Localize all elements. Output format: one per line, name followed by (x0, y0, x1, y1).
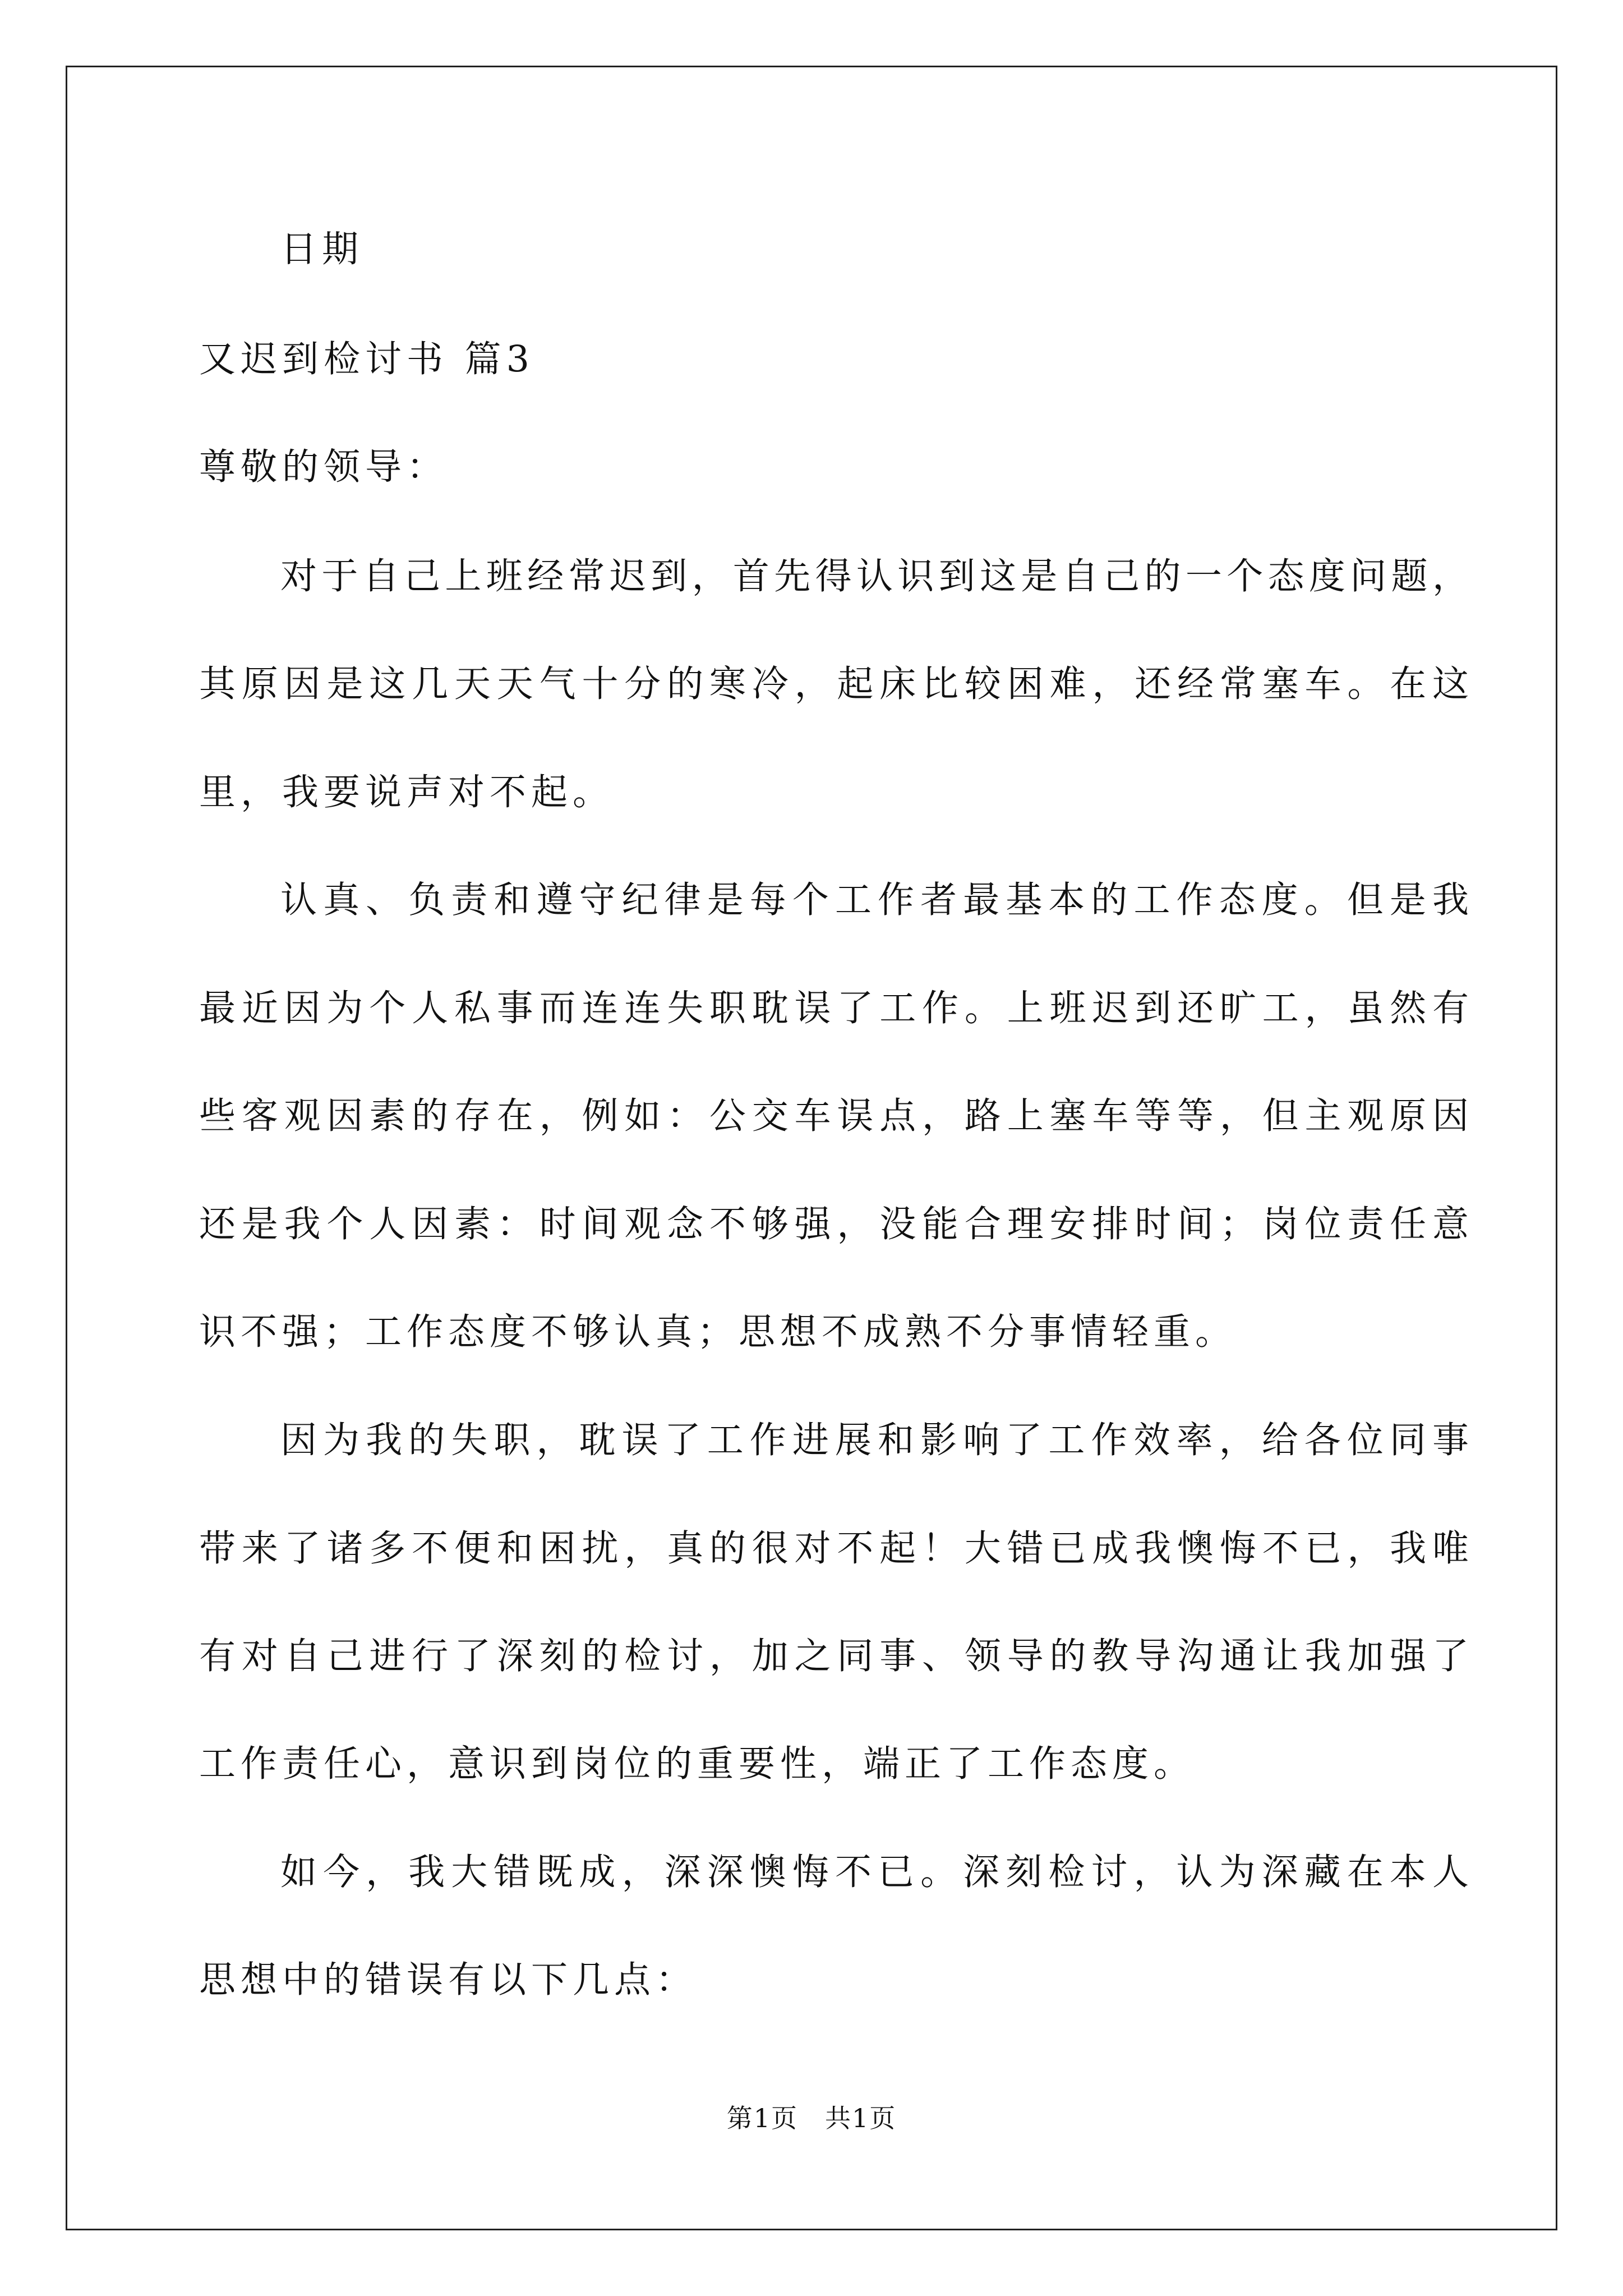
page-footer: 第1页 共1页 (726, 2103, 897, 2133)
paragraph-1-line-2: 其原因是这几天天气十分的寒冷，起床比较困难，还经常塞车。在这 (199, 663, 1472, 705)
paragraph-2-line-1: 认真、负责和遵守纪律是每个工作者最基本的工作态度。但是我 (280, 879, 1472, 921)
paragraph-1-line-3: 里，我要说声对不起。 (199, 771, 615, 813)
paragraph-4-line-1: 如今，我大错既成，深深懊悔不已。深刻检讨，认为深藏在本人 (280, 1851, 1472, 1893)
paragraph-4-line-2: 思想中的错误有以下几点： (199, 1959, 698, 2001)
date-label: 日期 (280, 228, 364, 270)
paragraph-2-line-5: 识不强；工作态度不够认真；思想不成熟不分事情轻重。 (199, 1311, 1237, 1353)
paragraph-2-line-3: 些客观因素的存在，例如：公交车误点，路上塞车等等，但主观原因 (199, 1095, 1472, 1137)
paragraph-3-line-2: 带来了诸多不便和困扰，真的很对不起！大错已成我懊悔不已，我唯 (199, 1527, 1472, 1570)
paragraph-2-line-4: 还是我个人因素：时间观念不够强，没能合理安排时间；岗位责任意 (199, 1203, 1472, 1245)
paragraph-3-line-1: 因为我的失职，耽误了工作进展和影响了工作效率，给各位同事 (280, 1419, 1472, 1461)
paragraph-3-line-3: 有对自己进行了深刻的检讨，加之同事、领导的教导沟通让我加强了 (199, 1635, 1472, 1677)
page-border (66, 66, 1557, 2230)
salutation: 尊敬的领导： (199, 446, 449, 488)
paragraph-2-line-2: 最近因为个人私事而连连失职耽误了工作。上班迟到还旷工，虽然有 (199, 987, 1472, 1029)
paragraph-1-line-1: 对于自己上班经常迟到，首先得认识到这是自己的一个态度问题， (280, 555, 1472, 597)
document-title: 又迟到检讨书 篇3 (199, 338, 535, 380)
paragraph-3-line-4: 工作责任心，意识到岗位的重要性，端正了工作态度。 (199, 1743, 1196, 1785)
